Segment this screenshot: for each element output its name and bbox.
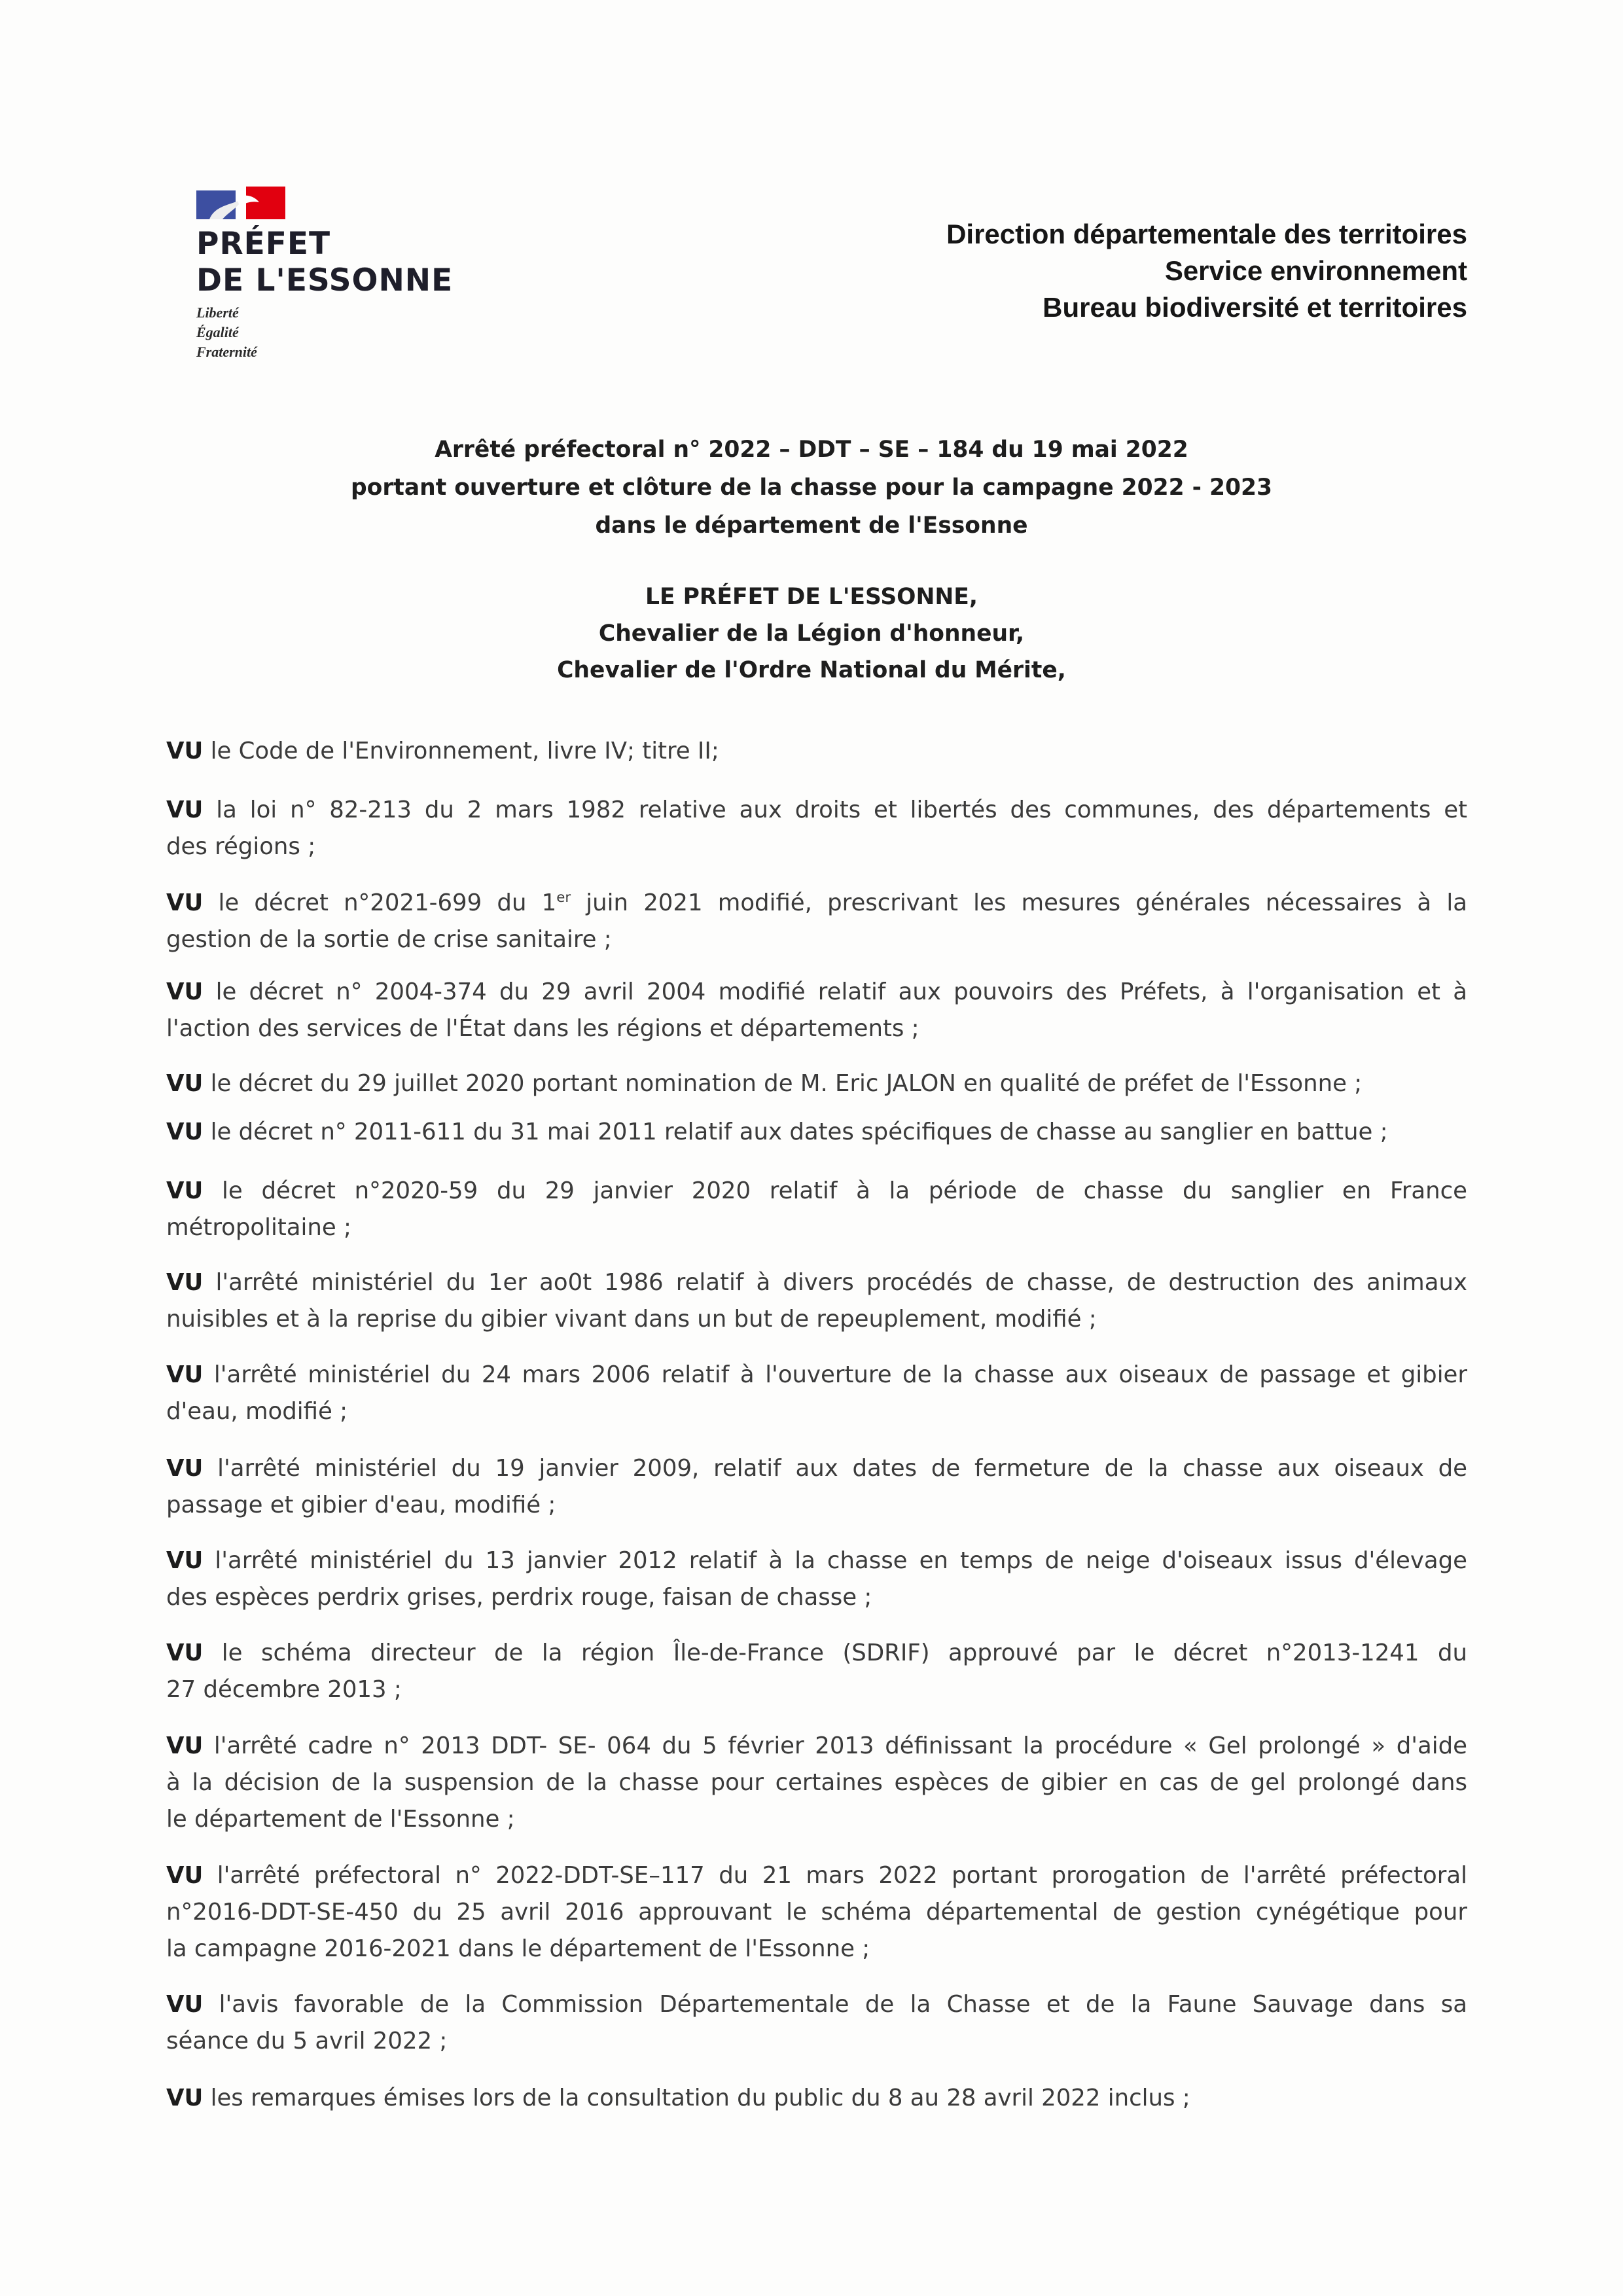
vu-label: VU (166, 1177, 204, 1204)
vu-label: VU (166, 1862, 204, 1889)
vu-label: VU (166, 889, 204, 916)
arrete-title-line-3: dans le département de l'Essonne (595, 512, 1028, 539)
visa-item: VU l'arrêté ministériel du 13 janvier 2012 relatif à la chasse en temps de neige d'oiseaux issus d'élevage des espèces perdrix grises, perdrix rouge, faisan de chasse ; (166, 1547, 1467, 1611)
visa-item: VU le décret du 29 juillet 2020 portant nomination de M. Eric JALON en qualité de préfet de l'Essonne ; (166, 1070, 1363, 1097)
prefet-designation (0, 579, 1623, 689)
direction-header (946, 216, 1467, 326)
prefet-essonne-logo (196, 226, 453, 299)
visa-item: VU le décret n° 2004-374 du 29 avril 2004 modifié relatif aux pouvoirs des Préfets, à l'organisation et à l'action des services de l'État dans les régions et départements ; (166, 978, 1467, 1042)
vu-label: VU (166, 1070, 204, 1097)
republic-motto (196, 303, 257, 362)
arrete-title-line-1: Arrêté préfectoral n° 2022 – DDT – SE – 184 du 19 mai 2022 (435, 437, 1188, 463)
prefet-line-3: Chevalier de l'Ordre National du Mérite, (557, 657, 1066, 683)
direction-line-2: Service environnement (1164, 255, 1467, 286)
visa-item: VU l'arrêté ministériel du 19 janvier 2009, relatif aux dates de fermeture de la chasse aux oiseaux de passage et gibier d'eau, modifié ; (166, 1455, 1467, 1518)
motto-fraternite: Fraternité (196, 344, 257, 360)
vu-label: VU (166, 1547, 204, 1574)
marianne-logo-icon (196, 187, 285, 221)
visa-item: VU le décret n°2020-59 du 29 janvier 2020 relatif à la période de chasse du sanglier en France métropolitaine ; (166, 1177, 1467, 1241)
vu-label: VU (166, 978, 204, 1005)
motto-liberte: Liberté (196, 304, 239, 321)
visa-item: VU le schéma directeur de la région Île-de-France (SDRIF) approuvé par le décret n°2013-1241 du 27 décembre 2013 ; (166, 1640, 1467, 1703)
direction-line-1: Direction départementale des territoires (946, 219, 1467, 249)
visa-item: VU le Code de l'Environnement, livre IV; titre II; (166, 738, 719, 764)
visa-item: VU l'arrêté préfectoral n° 2022-DDT-SE–117 du 21 mars 2022 portant prorogation de l'arrêté préfectoral n°2016-DDT-SE-450 du 25 avril 2016 approuvant le schéma départemental de gestion cynégétique pour la campagne 2016-2021 dans le département de l'Essonne ; (166, 1862, 1467, 1962)
arrete-title (0, 431, 1623, 545)
visa-item: VU la loi n° 82-213 du 2 mars 1982 relative aux droits et libertés des communes, des départements et des régions ; (166, 797, 1467, 860)
visa-item: VU l'avis favorable de la Commission Départementale de la Chasse et de la Faune Sauvage dans sa séance du 5 avril 2022 ; (166, 1991, 1467, 2054)
vu-label: VU (166, 1455, 204, 1482)
vu-label: VU (166, 797, 204, 823)
vu-label: VU (166, 738, 204, 764)
logo-line-2: DE L'ESSONNE (196, 262, 454, 298)
visa-item: VU le décret n°2021-699 du 1er juin 2021 modifié, prescrivant les mesures générales nécessaires à la gestion de la sortie de crise sanitaire ; (166, 889, 1467, 953)
vu-label: VU (166, 1991, 204, 2018)
visa-item: VU les remarques émises lors de la consultation du public du 8 au 28 avril 2022 inclus ; (166, 2085, 1190, 2111)
motto-egalite: Égalité (196, 324, 239, 340)
logo-line-1: PRÉFET (196, 226, 331, 262)
vu-label: VU (166, 1269, 204, 1296)
vu-label: VU (166, 1640, 204, 1666)
visa-item: VU l'arrêté cadre n° 2013 DDT- SE- 064 du 5 février 2013 définissant la procédure « Gel prolongé » d'aide à la décision de la suspension de la chasse pour certaines espèces de gibier en cas de gel prolongé dans le département de l'Essonne ; (166, 1732, 1467, 1833)
visa-item: VU l'arrêté ministériel du 1er ao0t 1986 relatif à divers procédés de chasse, de destruction des animaux nuisibles et à la reprise du gibier vivant dans un but de repeuplement, modifié ; (166, 1269, 1467, 1333)
vu-label: VU (166, 1732, 204, 1759)
arrete-title-line-2: portant ouverture et clôture de la chasse pour la campagne 2022 - 2023 (350, 475, 1273, 501)
vu-label: VU (166, 2085, 204, 2111)
vu-label: VU (166, 1361, 204, 1388)
prefet-line-2: Chevalier de la Légion d'honneur, (598, 620, 1025, 647)
prefet-line-1: LE PRÉFET DE L'ESSONNE, (645, 584, 978, 610)
vu-label: VU (166, 1119, 204, 1145)
visa-item: VU l'arrêté ministériel du 24 mars 2006 relatif à l'ouverture de la chasse aux oiseaux de passage et gibier d'eau, modifié ; (166, 1361, 1467, 1425)
direction-line-3: Bureau biodiversité et territoires (1043, 292, 1467, 323)
visa-item: VU le décret n° 2011-611 du 31 mai 2011 relatif aux dates spécifiques de chasse au sanglier en battue ; (166, 1119, 1388, 1145)
